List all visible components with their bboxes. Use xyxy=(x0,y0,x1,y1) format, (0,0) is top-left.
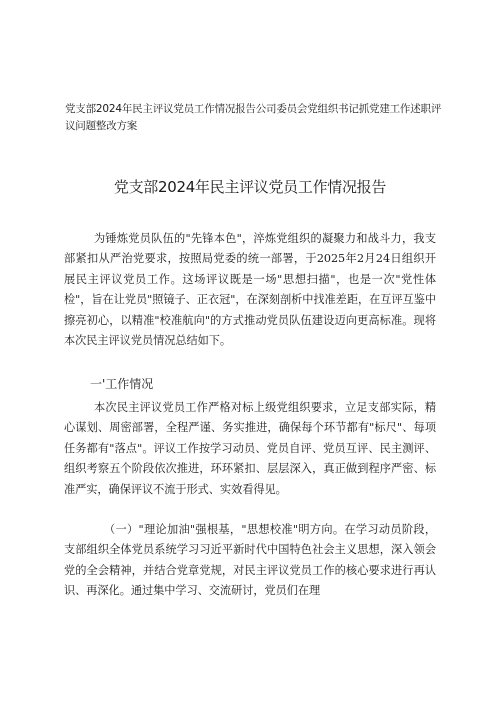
subsection-paragraph: （一）"理论加油"强根基，"思想校准"明方向。在学习动员阶段，支部组织全体党员系统学习习近平新时代中国特色社会主义思想，深入领会党的全会精神，并结合党章党规，对民主评议党员工作的核心要求进行再认识、再深化。通过集中学习、交流研讨，党员们在理 xyxy=(64,523,436,598)
section-paragraph: 本次民主评议党员工作严格对标上级党组织要求，立足支部实际，精心谋划、周密部署，全程严谨、务实推进，确保每个环节都有"标尺"、每项任务都有"落点"。评议工作按学习动员、党员自评、党员互评、民主测评、组织考察五个阶段依次推进，环环紧扣、层层深入，真正做到程序严密、标准严实，确保评议不流于形式、实效看得见。 xyxy=(64,401,436,496)
section-heading-work-status: 一'工作情况 xyxy=(90,377,154,391)
intro-paragraph: 为锤炼党员队伍的"先锋本色"，淬炼党组织的凝聚力和战斗力，我支部紧扣从严治党要求，按照局党委的统一部署，于2025年2月24日组织开展民主评议党员工作。这场评议既是一场"思想扫描"，也是一次"党性体检"，旨在让党员"照镜子、正衣冠"，在深刻剖析中找准差距，在互评互鉴中擦亮初心，以精准"校准航向"的方式推动党员队伍建设迈向更高标准。现将本次民主评议党员情况总结如下。 xyxy=(64,232,436,348)
document-header: 党支部2024年民主评议党员工作情况报告公司委员会党组织书记抓党建工作述职评议问题整改方案 xyxy=(65,103,442,132)
document-title: 党支部2024年民主评议党员工作情况报告 xyxy=(113,178,387,196)
